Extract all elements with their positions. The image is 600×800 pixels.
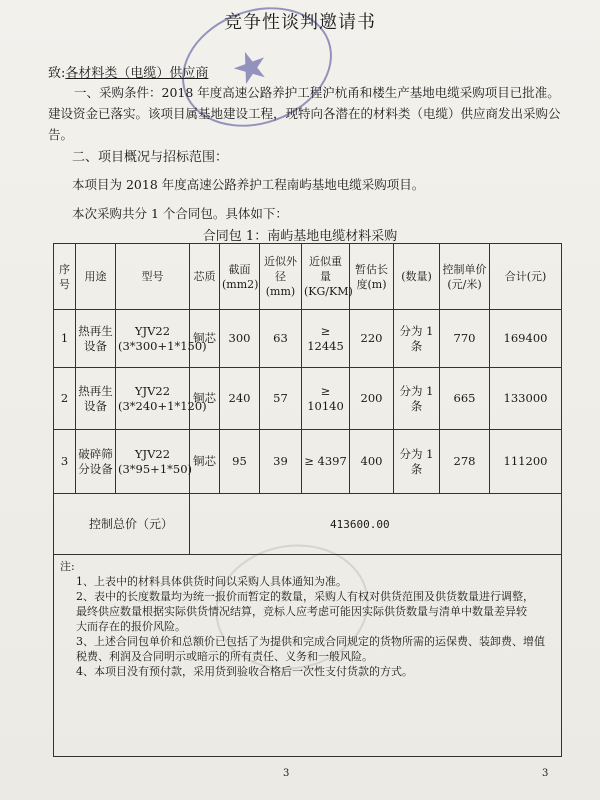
cell-section: 300 [220, 310, 260, 368]
addressee-line [48, 62, 208, 81]
cell-section: 95 [220, 430, 260, 494]
cell-unit-price: 278 [440, 430, 490, 494]
total-value: 413600.00 [190, 494, 562, 555]
notes-cell [54, 555, 562, 757]
cell-index: 3 [54, 430, 76, 494]
cell-diameter: 57 [260, 368, 302, 430]
cell-index: 2 [54, 368, 76, 430]
cell-unit-price: 770 [440, 310, 490, 368]
total-label: 控制总价（元） [54, 494, 190, 555]
col-header-usage: 用途 [76, 244, 116, 310]
notes-title: 注: [60, 560, 75, 573]
col-header-length: 暂估长度(m) [350, 244, 394, 310]
cell-model: YJV22 (3*95+1*50) [116, 430, 190, 494]
cell-quantity: 分为 1 条 [394, 368, 440, 430]
note-item: 大而存在的报价风险。 [76, 620, 186, 633]
cell-weight: ≥ 12445 [302, 310, 350, 368]
section-heading: 二、项目概况与招标范围： [72, 150, 229, 165]
cell-unit-price: 665 [440, 368, 490, 430]
notes-row [54, 555, 562, 757]
col-header-weight: 近似重量(KG/KM) [302, 244, 350, 310]
page-number: 3 [542, 768, 549, 779]
cell-length: 200 [350, 368, 394, 430]
col-header-index: 序号 [54, 244, 76, 310]
col-header-diameter: 近似外径(mm) [260, 244, 302, 310]
page-number: 3 [283, 768, 290, 779]
cell-usage: 破碎筛分设备 [76, 430, 116, 494]
cell-quantity: 分为 1 条 [394, 430, 440, 494]
col-header-model: 型号 [116, 244, 190, 310]
col-header-quantity: (数量) [394, 244, 440, 310]
col-header-total: 合计(元) [490, 244, 562, 310]
cell-model: YJV22 (3*240+1*120) [116, 368, 190, 430]
cell-total: 111200 [490, 430, 562, 494]
cell-index: 1 [54, 310, 76, 368]
cell-quantity: 分为 1 条 [394, 310, 440, 368]
cell-section: 240 [220, 368, 260, 430]
col-header-core: 芯质 [190, 244, 220, 310]
cell-length: 220 [350, 310, 394, 368]
table-header-row [54, 244, 562, 310]
project-description: 本项目为 2018 年度高速公路养护工程南屿基地电缆采购项目。 [72, 177, 425, 192]
cell-usage: 热再生设备 [76, 310, 116, 368]
cell-diameter: 63 [260, 310, 302, 368]
col-header-section: 截面(mm2) [220, 244, 260, 310]
cell-core: 铜芯 [190, 430, 220, 494]
table-row [54, 430, 562, 494]
cell-length: 400 [350, 430, 394, 494]
note-item: 3、上述合同包单价和总额价已包括了为提供和完成合同规定的货物所需的运保费、装卸费、增值 [76, 635, 545, 648]
note-item: 4、本项目没有预付款，采用货到验收合格后一次性支付货款的方式。 [76, 665, 413, 678]
table-caption: 合同包 1：南屿基地电缆材料采购 [202, 229, 398, 244]
procurement-table [53, 243, 562, 757]
table-row [54, 368, 562, 430]
col-header-unit-price: 控制单价(元/米) [440, 244, 490, 310]
note-item: 最终供应数量根据实际供货情况结算，竞标人应考虑可能因实际供货数量与清单中数量差异较 [76, 605, 527, 618]
seal-star-icon: ★ [224, 37, 277, 97]
cell-core: 铜芯 [190, 310, 220, 368]
package-description: 本次采购共分 1 个合同包。具体如下： [72, 206, 288, 221]
document-title: 竞争性谈判邀请书 [224, 12, 376, 33]
cell-total: 169400 [490, 310, 562, 368]
note-item: 税费、利润及合同明示或暗示的所有责任、义务和一般风险。 [76, 650, 373, 663]
note-item: 1、上表中的材料具体供货时间以采购人具体通知为准。 [76, 575, 347, 588]
cell-weight: ≥ 10140 [302, 368, 350, 430]
cell-usage: 热再生设备 [76, 368, 116, 430]
table-row [54, 310, 562, 368]
cell-model: YJV22 (3*300+1*150) [116, 310, 190, 368]
total-row [54, 494, 562, 555]
addressee-prefix: 致: [48, 66, 66, 81]
note-item: 2、表中的长度数量均为统一报价而暂定的数量，采购人有权对供货范围及供货数量进行调整， [76, 590, 534, 603]
cell-diameter: 39 [260, 430, 302, 494]
cell-total: 133000 [490, 368, 562, 430]
cell-core: 铜芯 [190, 368, 220, 430]
procurement-conditions-paragraph: 一、采购条件：2018 年度高速公路养护工程沪杭甬和楼生产基地电缆采购项目已批准。建设资金已落实。该项目属基地建设工程，现特向各潜在的材料类（电缆）供应商发出采购公告。 [48, 85, 561, 142]
cell-weight: ≥ 4397 [302, 430, 350, 494]
addressee-name: 各材料类（电缆）供应商 [65, 66, 209, 81]
